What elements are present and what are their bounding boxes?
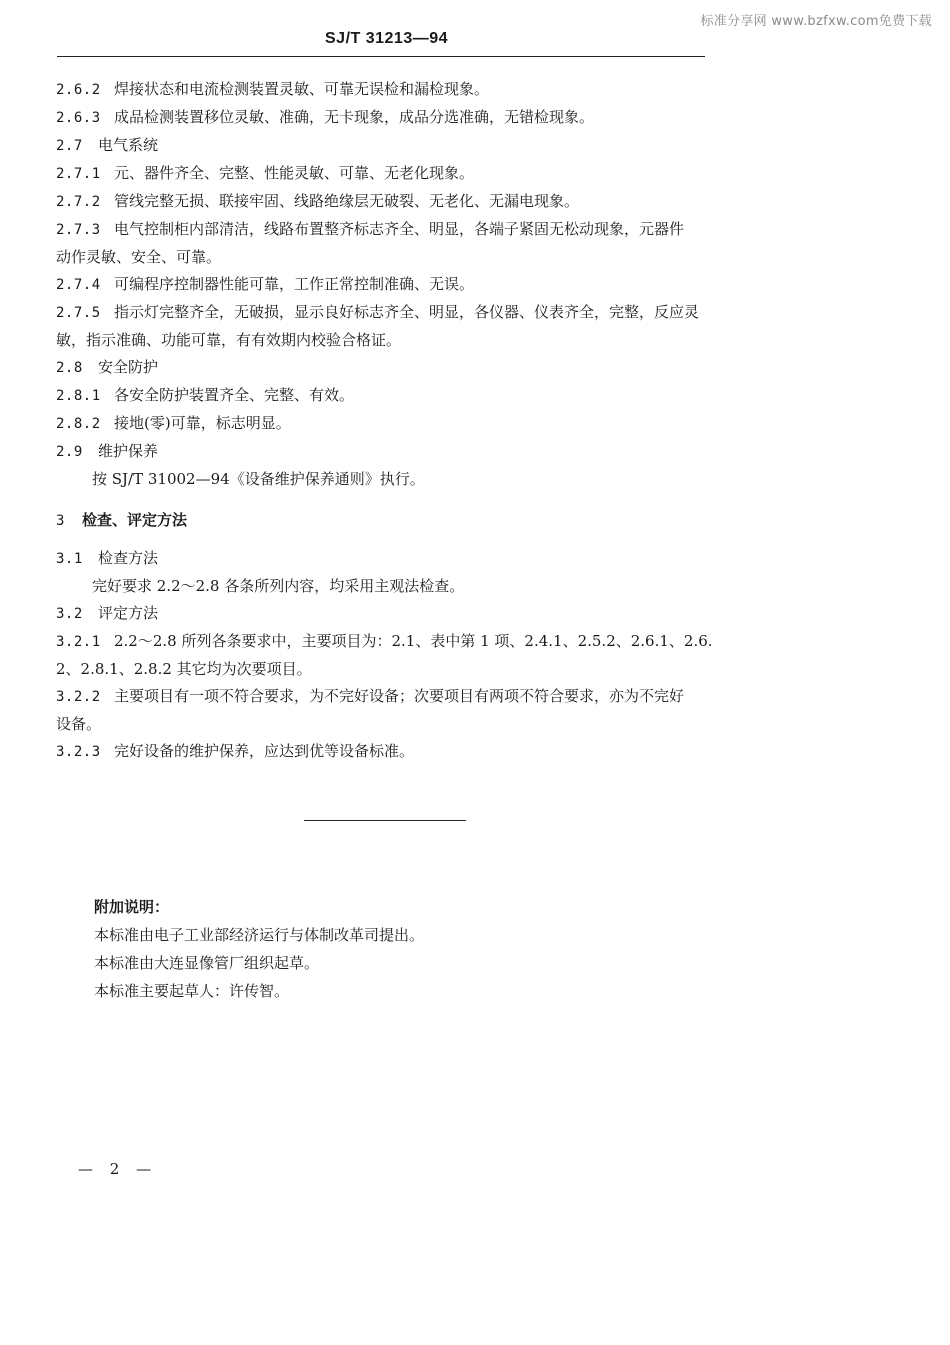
standard-code-header: SJ/T 31213—94 [325, 30, 449, 47]
clause-3-1-body: 完好要求 2.2～2.8 各条所列内容，均采用主观法检查。 [92, 577, 465, 595]
clause-2-9 [56, 438, 716, 466]
clause-3-2-1 [56, 628, 716, 656]
notes-line-proposer: 本标准由电子工业部经济运行与体制改革司提出。 [94, 926, 425, 944]
clause-text: 检查方法 [98, 549, 159, 567]
document-body [56, 76, 716, 766]
notes-line-drafter-org: 本标准由大连显像管厂组织起草。 [94, 954, 320, 972]
clause-number: 3.2.3 [56, 744, 101, 760]
clause-number: 2.9 [56, 444, 83, 460]
clause-number: 2.7 [56, 138, 83, 154]
clause-text: 维护保养 [98, 442, 159, 460]
additional-notes [94, 893, 694, 1005]
notes-title: 附加说明： [94, 898, 170, 916]
end-rule [304, 820, 466, 821]
clause-2-7-3-continued: 动作灵敏、安全、可靠。 [56, 248, 222, 266]
clause-number: 2.8 [56, 360, 83, 376]
notes-line-drafter-person: 本标准主要起草人：许传智。 [94, 982, 290, 1000]
clause-text: 各安全防护装置齐全、完整、有效。 [114, 386, 355, 404]
clause-text: 安全防护 [98, 358, 159, 376]
clause-2-7-5-continued: 敏，指示准确、功能可靠，有有效期内校验合格证。 [56, 331, 402, 349]
clause-text: 元、器件齐全、完整、性能灵敏、可靠、无老化现象。 [114, 164, 475, 182]
clause-number: 3.2.1 [56, 634, 101, 650]
clause-text: 主要项目有一项不符合要求，为不完好设备；次要项目有两项不符合要求，亦为不完好 [114, 687, 685, 705]
clause-2-7-1 [56, 160, 716, 188]
clause-2-8-1 [56, 382, 716, 410]
section-title-text: 检查、评定方法 [82, 511, 188, 529]
clause-number: 2.7.1 [56, 166, 101, 182]
maintenance-reference: 按 SJ/T 31002—94《设备维护保养通则》执行。 [92, 470, 425, 488]
clause-number: 2.7.2 [56, 194, 101, 210]
clause-2-6-3 [56, 104, 716, 132]
clause-3-2 [56, 600, 716, 628]
header-rule [57, 56, 705, 57]
clause-text: 可编程序控制器性能可靠，工作正常控制准确、无误。 [114, 275, 475, 293]
clause-text: 评定方法 [98, 604, 159, 622]
watermark: 标准分享网 www.bzfxw.com免费下载 [700, 14, 932, 29]
clause-2-7-4 [56, 271, 716, 299]
clause-number: 3.2 [56, 606, 83, 622]
clause-number: 2.7.5 [56, 305, 101, 321]
clause-number: 3.1 [56, 551, 83, 567]
clause-2-7-2 [56, 188, 716, 216]
clause-number: 2.8.1 [56, 388, 101, 404]
clause-number: 2.8.2 [56, 416, 101, 432]
clause-3-2-1-continued: 2、2.8.1、2.8.2 其它均为次要项目。 [56, 660, 312, 678]
clause-text: 电气系统 [98, 136, 159, 154]
clause-2-7-5 [56, 299, 716, 327]
section-3-title [56, 507, 716, 535]
clause-text: 电气控制柜内部清洁，线路布置整齐标志齐全、明显，各端子紧固无松动现象，元器件 [114, 220, 685, 238]
clause-3-2-2-continued: 设备。 [56, 715, 102, 733]
clause-2-8 [56, 354, 716, 382]
page-number: — 2 — [78, 1160, 158, 1178]
clause-text: 接地(零)可靠，标志明显。 [114, 414, 291, 432]
clause-text: 指示灯完整齐全，无破损，显示良好标志齐全、明显，各仪器、仪表齐全，完整，反应灵 [114, 303, 700, 321]
clause-number: 2.6.3 [56, 110, 101, 126]
clause-text: 2.2～2.8 所列各条要求中，主要项目为：2.1、表中第 1 项、2.4.1、2.5.2、2.6.1、2.6. [114, 632, 713, 650]
clause-number: 3.2.2 [56, 689, 101, 705]
clause-3-2-2 [56, 683, 716, 711]
clause-number: 2.7.3 [56, 222, 101, 238]
clause-2-7 [56, 132, 716, 160]
clause-text: 成品检测装置移位灵敏、准确，无卡现象，成品分选准确，无错检现象。 [114, 108, 595, 126]
clause-text: 焊接状态和电流检测装置灵敏、可靠无误检和漏检现象。 [114, 80, 490, 98]
clause-3-1 [56, 545, 716, 573]
clause-text: 管线完整无损、联接牢固、线路绝缘层无破裂、无老化、无漏电现象。 [114, 192, 580, 210]
clause-3-2-3 [56, 738, 716, 766]
clause-number: 2.7.4 [56, 277, 101, 293]
clause-2-6-2 [56, 76, 716, 104]
clause-text: 完好设备的维护保养，应达到优等设备标准。 [114, 742, 415, 760]
clause-number: 2.6.2 [56, 82, 101, 98]
section-number: 3 [56, 513, 65, 529]
clause-2-7-3 [56, 216, 716, 244]
clause-2-8-2 [56, 410, 716, 438]
